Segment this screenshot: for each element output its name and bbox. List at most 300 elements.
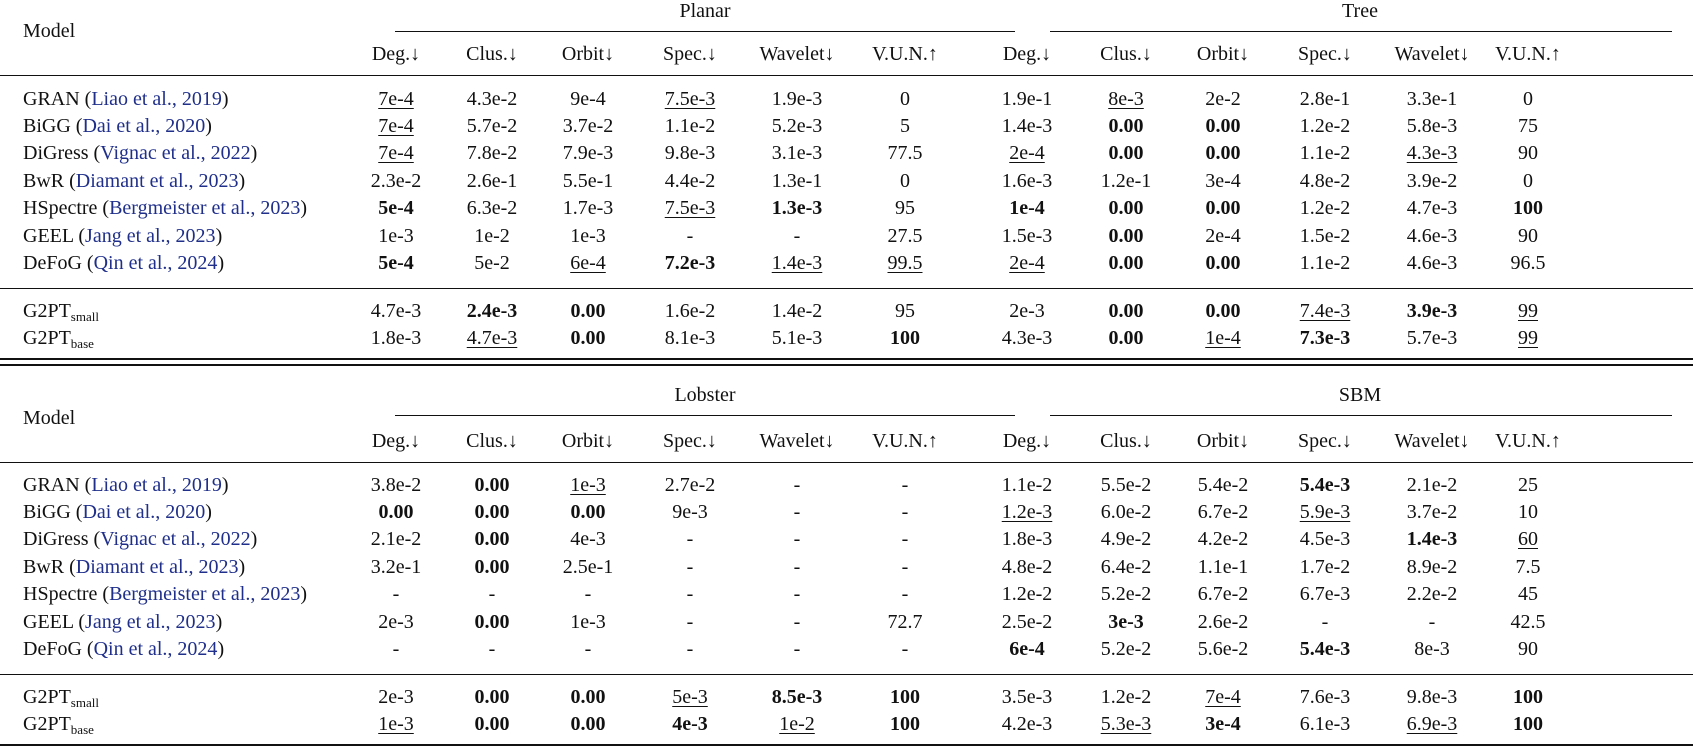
metric-value-cell: 1.5e-3 <box>1001 225 1053 247</box>
group-underline-lobster <box>395 415 1015 416</box>
metric-header: Clus.↓ <box>466 430 518 452</box>
metric-value-cell: 90 <box>1518 142 1538 164</box>
metric-value-cell: 72.7 <box>887 611 923 633</box>
metric-value-cell: - <box>584 583 592 605</box>
metric-value-cell: 4.4e-2 <box>664 170 716 192</box>
metric-value-cell: 9e-3 <box>672 501 708 523</box>
metric-value-cell: 100 <box>1513 197 1543 219</box>
metric-value-cell: 5e-2 <box>474 252 510 274</box>
metric-value-cell: 2e-3 <box>378 686 414 708</box>
metric-value-cell: 60 <box>1518 528 1538 550</box>
metric-value-cell: 0.00 <box>1205 197 1241 219</box>
metric-value-cell: 4.8e-2 <box>1299 170 1351 192</box>
metric-value-cell: 100 <box>1513 686 1543 708</box>
metric-header: Spec.↓ <box>663 43 717 65</box>
metric-value-cell: 1e-3 <box>378 225 414 247</box>
model-name: BiGG <box>23 501 71 523</box>
metric-value-cell: 42.5 <box>1510 611 1546 633</box>
metric-value-cell: 1.1e-2 <box>1299 142 1351 164</box>
metric-value-cell: 2.2e-2 <box>1406 583 1458 605</box>
metric-value-cell: 77.5 <box>887 142 923 164</box>
metric-value-cell: - <box>901 528 909 550</box>
metric-value-cell: 0.00 <box>474 556 510 578</box>
metric-value-cell: 2.6e-1 <box>466 170 518 192</box>
metric-value-cell: 4.2e-3 <box>1001 713 1053 735</box>
metric-value-cell: 2.3e-2 <box>370 170 422 192</box>
metric-value-cell: 95 <box>895 300 915 322</box>
model-name-cell: BiGG (Dai et al., 2020) <box>23 501 212 523</box>
g2pt-separator-rule <box>0 288 1693 289</box>
header-bottom-rule <box>0 462 1693 463</box>
metric-header: Spec.↓ <box>1298 430 1352 452</box>
metric-value-cell: 0.00 <box>1205 115 1241 137</box>
group-underline-tree <box>1050 31 1672 32</box>
model-variant-subscript: base <box>70 336 94 351</box>
metric-value-cell: 2.1e-2 <box>1406 474 1458 496</box>
metric-value-cell: 7e-4 <box>378 115 414 137</box>
metric-value-cell: 0 <box>900 88 910 110</box>
metric-value-cell: 3.5e-3 <box>1001 686 1053 708</box>
metric-value-cell: 0.00 <box>570 686 606 708</box>
metric-value-cell: 100 <box>890 686 920 708</box>
model-name: DiGress <box>23 142 89 164</box>
metric-value-cell: 9e-4 <box>570 88 606 110</box>
metric-value-cell: 5.7e-2 <box>466 115 518 137</box>
metric-value-cell: - <box>488 638 496 660</box>
metric-header: Wavelet↓ <box>1394 43 1470 65</box>
metric-value-cell: 7.5 <box>1515 556 1541 578</box>
metric-value-cell: 2e-4 <box>1205 225 1241 247</box>
metric-value-cell: - <box>686 225 694 247</box>
model-name: G2PT <box>23 327 71 349</box>
model-name: BwR <box>23 170 65 192</box>
metric-value-cell: 4.6e-3 <box>1406 225 1458 247</box>
metric-value-cell: 1.2e-1 <box>1100 170 1152 192</box>
metric-header: Deg.↓ <box>371 43 421 65</box>
metric-value-cell: 5 <box>900 115 910 137</box>
metric-value-cell: 0.00 <box>474 686 510 708</box>
metric-value-cell: - <box>901 501 909 523</box>
model-column-header: Model <box>23 20 76 42</box>
metric-value-cell: 8e-3 <box>1414 638 1450 660</box>
metric-header: Deg.↓ <box>1002 430 1052 452</box>
metric-value-cell: 1.1e-2 <box>1299 252 1351 274</box>
metric-value-cell: 96.5 <box>1510 252 1546 274</box>
citation-link[interactable]: Dai et al., 2020 <box>82 115 206 137</box>
metric-header: V.U.N.↑ <box>1495 43 1561 65</box>
metric-value-cell: 7.5e-3 <box>664 197 716 219</box>
metric-value-cell: 7.4e-3 <box>1299 300 1351 322</box>
metric-value-cell: 0.00 <box>1108 197 1144 219</box>
metric-value-cell: 3e-3 <box>1108 611 1144 633</box>
metric-value-cell: 6.0e-2 <box>1100 501 1152 523</box>
model-name-cell: GEEL (Jang et al., 2023) <box>23 611 223 633</box>
metric-value-cell: - <box>488 583 496 605</box>
model-name: BiGG <box>23 115 71 137</box>
metric-value-cell: - <box>686 528 694 550</box>
block-separator-rule-2 <box>0 364 1693 366</box>
group-header-sbm: SBM <box>1338 384 1382 406</box>
metric-value-cell: 1.8e-3 <box>1001 528 1053 550</box>
metric-value-cell: 3.1e-3 <box>771 142 823 164</box>
metric-value-cell: 4.8e-2 <box>1001 556 1053 578</box>
metric-value-cell: 95 <box>895 197 915 219</box>
metric-value-cell: 0 <box>900 170 910 192</box>
metric-header: Orbit↓ <box>561 43 615 65</box>
citation-link[interactable]: Vignac et al., 2022 <box>100 142 251 164</box>
metric-value-cell: 0.00 <box>1108 225 1144 247</box>
metric-value-cell: 3.3e-1 <box>1406 88 1458 110</box>
metric-value-cell: 2.8e-1 <box>1299 88 1351 110</box>
metric-header: Orbit↓ <box>561 430 615 452</box>
group-header-tree: Tree <box>1342 0 1378 22</box>
metric-value-cell: 0.00 <box>570 501 606 523</box>
metric-value-cell: 5.4e-3 <box>1299 474 1351 496</box>
metric-header: Orbit↓ <box>1196 43 1250 65</box>
metric-value-cell: 75 <box>1518 115 1538 137</box>
metric-value-cell: 1.2e-3 <box>1001 501 1053 523</box>
metric-value-cell: 1e-4 <box>1009 197 1045 219</box>
metric-value-cell: 1.3e-1 <box>771 170 823 192</box>
metric-value-cell: 45 <box>1518 583 1538 605</box>
model-name-cell: DeFoG (Qin et al., 2024) <box>23 638 225 660</box>
metric-value-cell: 2.1e-2 <box>370 528 422 550</box>
metric-value-cell: 6.9e-3 <box>1406 713 1458 735</box>
metric-value-cell: 2e-3 <box>378 611 414 633</box>
model-name-cell: GEEL (Jang et al., 2023) <box>23 225 223 247</box>
metric-value-cell: 9.8e-3 <box>664 142 716 164</box>
metric-value-cell: 1.3e-3 <box>771 197 823 219</box>
model-name-cell: DiGress (Vignac et al., 2022) <box>23 528 258 550</box>
metric-value-cell: 1.5e-2 <box>1299 225 1351 247</box>
metric-value-cell: 1.4e-3 <box>771 252 823 274</box>
metric-value-cell: - <box>1428 611 1436 633</box>
model-name: GRAN <box>23 88 80 110</box>
metric-value-cell: 0.00 <box>570 713 606 735</box>
metric-value-cell: - <box>901 474 909 496</box>
metric-value-cell: 1.8e-3 <box>370 327 422 349</box>
metric-value-cell: 0 <box>1523 170 1533 192</box>
model-name-cell: HSpectre (Bergmeister et al., 2023) <box>23 583 308 605</box>
model-name: G2PT <box>23 300 71 322</box>
metric-value-cell: 6.1e-3 <box>1299 713 1351 735</box>
metric-value-cell: 10 <box>1518 501 1538 523</box>
metric-value-cell: 7e-4 <box>378 142 414 164</box>
metric-value-cell: 2e-4 <box>1009 252 1045 274</box>
metric-value-cell: 99 <box>1518 300 1538 322</box>
model-name: GEEL <box>23 611 74 633</box>
metric-value-cell: 7.6e-3 <box>1299 686 1351 708</box>
metric-value-cell: 0.00 <box>474 474 510 496</box>
metric-value-cell: 5.1e-3 <box>771 327 823 349</box>
metric-value-cell: 0.00 <box>1108 252 1144 274</box>
model-name: DeFoG <box>23 252 82 274</box>
model-variant-subscript: small <box>70 309 99 324</box>
citation-link[interactable]: Diamant et al., 2023 <box>75 170 239 192</box>
header-bottom-rule <box>0 75 1693 76</box>
metric-value-cell: 1.4e-3 <box>1406 528 1458 550</box>
metric-value-cell: - <box>686 638 694 660</box>
model-name: DiGress <box>23 528 89 550</box>
model-name: G2PT <box>23 686 71 708</box>
metric-header: Clus.↓ <box>1100 43 1152 65</box>
metric-value-cell: 7.8e-2 <box>466 142 518 164</box>
citation-link[interactable]: Vignac et al., 2022 <box>100 528 251 550</box>
metric-value-cell: 6.3e-2 <box>466 197 518 219</box>
metric-header: Deg.↓ <box>1002 43 1052 65</box>
metric-value-cell: 5.3e-3 <box>1100 713 1152 735</box>
metric-value-cell: 5e-3 <box>672 686 708 708</box>
metric-value-cell: 1.1e-2 <box>1001 474 1053 496</box>
metric-value-cell: 5.5e-2 <box>1100 474 1152 496</box>
metric-value-cell: 100 <box>890 327 920 349</box>
metric-value-cell: - <box>686 611 694 633</box>
metric-header: V.U.N.↑ <box>872 43 938 65</box>
metric-value-cell: 0.00 <box>474 713 510 735</box>
citation-link[interactable]: Dai et al., 2020 <box>82 501 206 523</box>
metric-value-cell: 5.2e-3 <box>771 115 823 137</box>
metric-value-cell: 99.5 <box>887 252 923 274</box>
metric-value-cell: 6.7e-2 <box>1197 583 1249 605</box>
metric-value-cell: - <box>392 638 400 660</box>
metric-value-cell: 1.2e-2 <box>1299 197 1351 219</box>
metric-value-cell: 7.5e-3 <box>664 88 716 110</box>
metric-value-cell: 0.00 <box>1205 142 1241 164</box>
metric-value-cell: 3.2e-1 <box>370 556 422 578</box>
citation-link[interactable]: Qin et al., 2024 <box>93 252 218 274</box>
metric-value-cell: - <box>686 556 694 578</box>
metric-header: Wavelet↓ <box>759 43 835 65</box>
metric-value-cell: 4.2e-2 <box>1197 528 1249 550</box>
metric-value-cell: 2.5e-2 <box>1001 611 1053 633</box>
block-separator-rule <box>0 358 1693 360</box>
model-variant-subscript: base <box>70 722 94 737</box>
metric-value-cell: - <box>793 474 801 496</box>
metric-value-cell: - <box>793 638 801 660</box>
metric-value-cell: 4.7e-3 <box>1406 197 1458 219</box>
metric-value-cell: 1e-3 <box>570 225 606 247</box>
metric-value-cell: 7.2e-3 <box>664 252 716 274</box>
metric-value-cell: 5.2e-2 <box>1100 638 1152 660</box>
metric-value-cell: 1e-3 <box>378 713 414 735</box>
metric-value-cell: 25 <box>1518 474 1538 496</box>
model-name-cell <box>23 713 94 735</box>
metric-value-cell: 27.5 <box>887 225 923 247</box>
metric-header: V.U.N.↑ <box>1495 430 1561 452</box>
model-name: GRAN <box>23 474 80 496</box>
metric-value-cell: 1.6e-3 <box>1001 170 1053 192</box>
metric-value-cell: 5.4e-3 <box>1299 638 1351 660</box>
metric-value-cell: 1e-2 <box>779 713 815 735</box>
citation-link[interactable]: Liao et al., 2019 <box>91 474 222 496</box>
metric-value-cell: 8e-3 <box>1108 88 1144 110</box>
group-underline-sbm <box>1050 415 1672 416</box>
group-header-lobster: Lobster <box>674 384 736 406</box>
model-name-cell: BiGG (Dai et al., 2020) <box>23 115 212 137</box>
metric-value-cell: 1.7e-2 <box>1299 556 1351 578</box>
model-name: DeFoG <box>23 638 82 660</box>
metric-value-cell: - <box>901 638 909 660</box>
metric-value-cell: 4e-3 <box>672 713 708 735</box>
metric-value-cell: 0.00 <box>1205 300 1241 322</box>
metric-header: Clus.↓ <box>1100 430 1152 452</box>
metric-value-cell: 2e-2 <box>1205 88 1241 110</box>
model-name-cell: BwR (Diamant et al., 2023) <box>23 170 246 192</box>
metric-value-cell: 100 <box>1513 713 1543 735</box>
metric-value-cell: 4.7e-3 <box>466 327 518 349</box>
metric-value-cell: 1.2e-2 <box>1001 583 1053 605</box>
metric-value-cell: 3.7e-2 <box>562 115 614 137</box>
model-name-cell: DeFoG (Qin et al., 2024) <box>23 252 225 274</box>
model-name: GEEL <box>23 225 74 247</box>
metric-value-cell: 7e-4 <box>1205 686 1241 708</box>
metric-value-cell: - <box>392 583 400 605</box>
metric-value-cell: 1e-3 <box>570 611 606 633</box>
metric-value-cell: 1e-2 <box>474 225 510 247</box>
metric-value-cell: 4.3e-3 <box>1406 142 1458 164</box>
model-name-cell <box>23 300 99 322</box>
metric-value-cell: 7.9e-3 <box>562 142 614 164</box>
metric-value-cell: 5.6e-2 <box>1197 638 1249 660</box>
metric-value-cell: 6e-4 <box>1009 638 1045 660</box>
model-name-cell: GRAN (Liao et al., 2019) <box>23 474 229 496</box>
metric-value-cell: 5.7e-3 <box>1406 327 1458 349</box>
metric-value-cell: 7.3e-3 <box>1299 327 1351 349</box>
citation-link[interactable]: Diamant et al., 2023 <box>75 556 239 578</box>
metric-value-cell: 5.5e-1 <box>562 170 614 192</box>
metric-value-cell: - <box>793 611 801 633</box>
metric-value-cell: 90 <box>1518 225 1538 247</box>
metric-value-cell: 4e-3 <box>570 528 606 550</box>
metric-value-cell: 100 <box>890 713 920 735</box>
metric-value-cell: 0.00 <box>1205 252 1241 274</box>
model-name-cell: GRAN (Liao et al., 2019) <box>23 88 229 110</box>
metric-value-cell: 1.4e-2 <box>771 300 823 322</box>
metric-header: Orbit↓ <box>1196 430 1250 452</box>
metric-header: Spec.↓ <box>663 430 717 452</box>
citation-link[interactable]: Bergmeister et al., 2023 <box>109 197 301 219</box>
group-underline-planar <box>395 31 1015 32</box>
g2pt-separator-rule <box>0 674 1693 675</box>
model-variant-subscript: small <box>70 695 99 710</box>
metric-value-cell: 1e-3 <box>570 474 606 496</box>
metric-value-cell: 1.9e-3 <box>771 88 823 110</box>
metric-value-cell: - <box>901 556 909 578</box>
metric-value-cell: - <box>584 638 592 660</box>
model-name-cell: DiGress (Vignac et al., 2022) <box>23 142 258 164</box>
citation-link[interactable]: Jang et al., 2023 <box>85 225 216 247</box>
metric-value-cell: 5.4e-2 <box>1197 474 1249 496</box>
metric-value-cell: 6.7e-2 <box>1197 501 1249 523</box>
metric-value-cell: 0 <box>1523 88 1533 110</box>
metric-value-cell: 5e-4 <box>378 252 414 274</box>
model-name: BwR <box>23 556 65 578</box>
table-bottom-rule <box>0 744 1693 746</box>
metric-value-cell: 0.00 <box>1108 327 1144 349</box>
metric-value-cell: 5.8e-3 <box>1406 115 1458 137</box>
metric-value-cell: 3e-4 <box>1205 170 1241 192</box>
metric-value-cell: 4.6e-3 <box>1406 252 1458 274</box>
metric-value-cell: - <box>686 583 694 605</box>
metric-value-cell: 3.9e-2 <box>1406 170 1458 192</box>
metric-value-cell: 0.00 <box>378 501 414 523</box>
metric-value-cell: 1.7e-3 <box>562 197 614 219</box>
metric-value-cell: 1e-4 <box>1205 327 1241 349</box>
metric-value-cell: 99 <box>1518 327 1538 349</box>
metric-value-cell: 3.8e-2 <box>370 474 422 496</box>
metric-value-cell: 90 <box>1518 638 1538 660</box>
citation-link[interactable]: Liao et al., 2019 <box>91 88 222 110</box>
citation-link[interactable]: Bergmeister et al., 2023 <box>109 583 301 605</box>
group-header-planar: Planar <box>679 0 731 22</box>
model-name-cell <box>23 327 94 349</box>
metric-header: V.U.N.↑ <box>872 430 938 452</box>
metric-value-cell: 5.9e-3 <box>1299 501 1351 523</box>
metric-header: Deg.↓ <box>371 430 421 452</box>
metric-value-cell: 4.9e-2 <box>1100 528 1152 550</box>
metric-value-cell: 3.9e-3 <box>1406 300 1458 322</box>
metric-value-cell: 0.00 <box>474 611 510 633</box>
metric-value-cell: 6.4e-2 <box>1100 556 1152 578</box>
model-name: HSpectre <box>23 197 98 219</box>
metric-value-cell: 7e-4 <box>378 88 414 110</box>
metric-value-cell: 1.9e-1 <box>1001 88 1053 110</box>
model-name-cell: BwR (Diamant et al., 2023) <box>23 556 246 578</box>
metric-value-cell: 0.00 <box>474 528 510 550</box>
metric-value-cell: 2e-3 <box>1009 300 1045 322</box>
metric-header: Clus.↓ <box>466 43 518 65</box>
metric-value-cell: 0.00 <box>570 300 606 322</box>
metric-value-cell: - <box>793 583 801 605</box>
metric-value-cell: 5e-4 <box>378 197 414 219</box>
metric-value-cell: 2.4e-3 <box>466 300 518 322</box>
metric-value-cell: 5.2e-2 <box>1100 583 1152 605</box>
metric-value-cell: 0.00 <box>1108 115 1144 137</box>
metric-value-cell: 8.1e-3 <box>664 327 716 349</box>
model-column-header: Model <box>23 407 76 429</box>
metric-value-cell: 2.6e-2 <box>1197 611 1249 633</box>
metric-value-cell: 0.00 <box>1108 300 1144 322</box>
model-name-cell: HSpectre (Bergmeister et al., 2023) <box>23 197 308 219</box>
metric-value-cell: 1.4e-3 <box>1001 115 1053 137</box>
model-name-cell <box>23 686 99 708</box>
metric-value-cell: - <box>793 556 801 578</box>
metric-value-cell: 3e-4 <box>1205 713 1241 735</box>
metric-value-cell: 2e-4 <box>1009 142 1045 164</box>
metric-value-cell: 2.7e-2 <box>664 474 716 496</box>
metric-value-cell: 0.00 <box>474 501 510 523</box>
metric-header: Wavelet↓ <box>759 430 835 452</box>
metric-value-cell: 4.3e-2 <box>466 88 518 110</box>
metric-value-cell: 6.7e-3 <box>1299 583 1351 605</box>
metric-value-cell: - <box>793 528 801 550</box>
metric-value-cell: 2.5e-1 <box>562 556 614 578</box>
metric-value-cell: 1.1e-2 <box>664 115 716 137</box>
metric-value-cell: 4.3e-3 <box>1001 327 1053 349</box>
metric-value-cell: 6e-4 <box>570 252 606 274</box>
metric-value-cell: 8.9e-2 <box>1406 556 1458 578</box>
metric-value-cell: 4.5e-3 <box>1299 528 1351 550</box>
metric-value-cell: - <box>901 583 909 605</box>
metric-value-cell: 1.2e-2 <box>1299 115 1351 137</box>
metric-value-cell: 8.5e-3 <box>771 686 823 708</box>
citation-link[interactable]: Jang et al., 2023 <box>85 611 216 633</box>
metric-value-cell: 1.6e-2 <box>664 300 716 322</box>
metric-value-cell: 4.7e-3 <box>370 300 422 322</box>
citation-link[interactable]: Qin et al., 2024 <box>93 638 218 660</box>
metric-value-cell: - <box>793 225 801 247</box>
metric-value-cell: 0.00 <box>1108 142 1144 164</box>
